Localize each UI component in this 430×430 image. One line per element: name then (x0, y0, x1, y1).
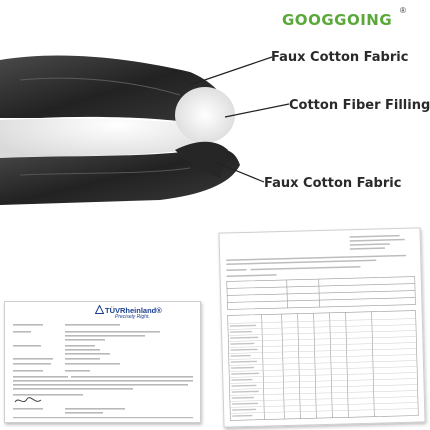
callout-filling: Cotton Fiber Filling (289, 98, 430, 113)
certificate-text-lines (5, 302, 200, 422)
certificate-tagline: Precisely Right. (115, 314, 150, 320)
brand-registered-mark: ® (400, 6, 406, 15)
certificate-issuer: TÜVRheinland® (105, 306, 162, 315)
callout-outer-fabric-bottom: Faux Cotton Fabric (264, 176, 402, 191)
product-photo (0, 0, 430, 205)
report-text-and-table (220, 228, 425, 426)
brand-logo: GOOGGOING (282, 11, 393, 29)
test-report-document (218, 227, 425, 427)
callout-outer-fabric-top: Faux Cotton Fabric (271, 50, 409, 65)
tuv-certificate (4, 301, 201, 423)
